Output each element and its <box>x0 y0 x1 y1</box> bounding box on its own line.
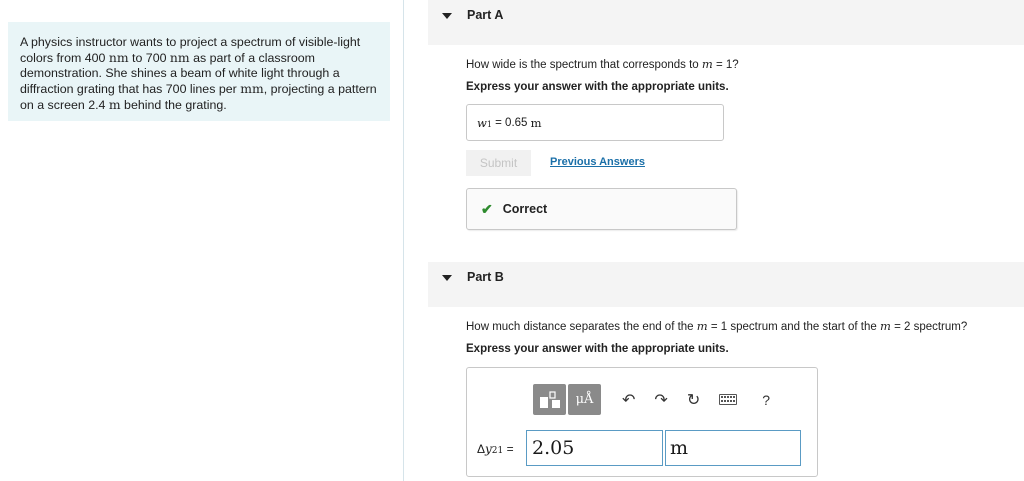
part-a-instructions: Express your answer with the appropriate units. <box>466 81 729 93</box>
part-a-header[interactable] <box>428 0 1024 45</box>
part-a-title: Part A <box>467 8 504 22</box>
feedback-correct: ✔ Correct <box>466 188 737 230</box>
submit-button[interactable]: Submit <box>466 150 531 176</box>
previous-answers-link[interactable]: Previous Answers <box>550 156 645 168</box>
part-a-question: How wide is the spectrum that corresponds to m = 1? <box>466 57 739 71</box>
problem-statement <box>8 22 390 121</box>
collapse-triangle-icon[interactable] <box>442 13 452 19</box>
help-icon[interactable]: ? <box>762 391 771 408</box>
part-b-header[interactable] <box>428 262 1024 307</box>
part-a-answer-field: w 1 = 0.65 m <box>466 104 724 141</box>
collapse-triangle-icon[interactable] <box>442 275 452 281</box>
keyboard-icon[interactable] <box>719 394 737 405</box>
unit-mm: mm <box>240 81 264 96</box>
unit-input[interactable]: m <box>665 430 801 466</box>
units-button[interactable]: μÅ <box>568 384 601 415</box>
part-b-instructions: Express your answer with the appropriate units. <box>466 343 729 355</box>
redo-icon[interactable]: ↷ <box>654 391 668 409</box>
checkmark-icon: ✔ <box>481 200 493 217</box>
problem-text: A physics instructor wants to project a spectrum of visible-light colors from 400 <box>20 35 361 65</box>
problem-text: as part of a classroom demonstration. She shines a beam of white light through a diffraction grating that has 700 lines per <box>20 51 340 96</box>
part-b-question: How much distance separates the end of the m = 1 spectrum and the start of the m = 2 spectrum? <box>466 319 968 333</box>
undo-icon[interactable]: ↶ <box>622 391 636 409</box>
math-toolbar <box>533 384 770 415</box>
unit-nm: nm <box>169 50 190 65</box>
unit-nm: nm <box>108 50 129 65</box>
reset-icon[interactable]: ↻ <box>686 391 701 409</box>
value-input[interactable]: 2.05 <box>526 430 663 466</box>
unit-m: m <box>108 97 121 112</box>
problem-text: , projecting a pattern on a screen 2.4 <box>20 82 377 112</box>
answer-label: Δy21 = <box>477 442 517 456</box>
templates-icon[interactable] <box>533 384 566 415</box>
answer-editor <box>466 367 818 477</box>
part-b-title: Part B <box>467 270 504 284</box>
problem-text: to 700 <box>128 51 170 65</box>
problem-text: behind the grating. <box>120 98 227 112</box>
column-divider <box>403 0 404 481</box>
